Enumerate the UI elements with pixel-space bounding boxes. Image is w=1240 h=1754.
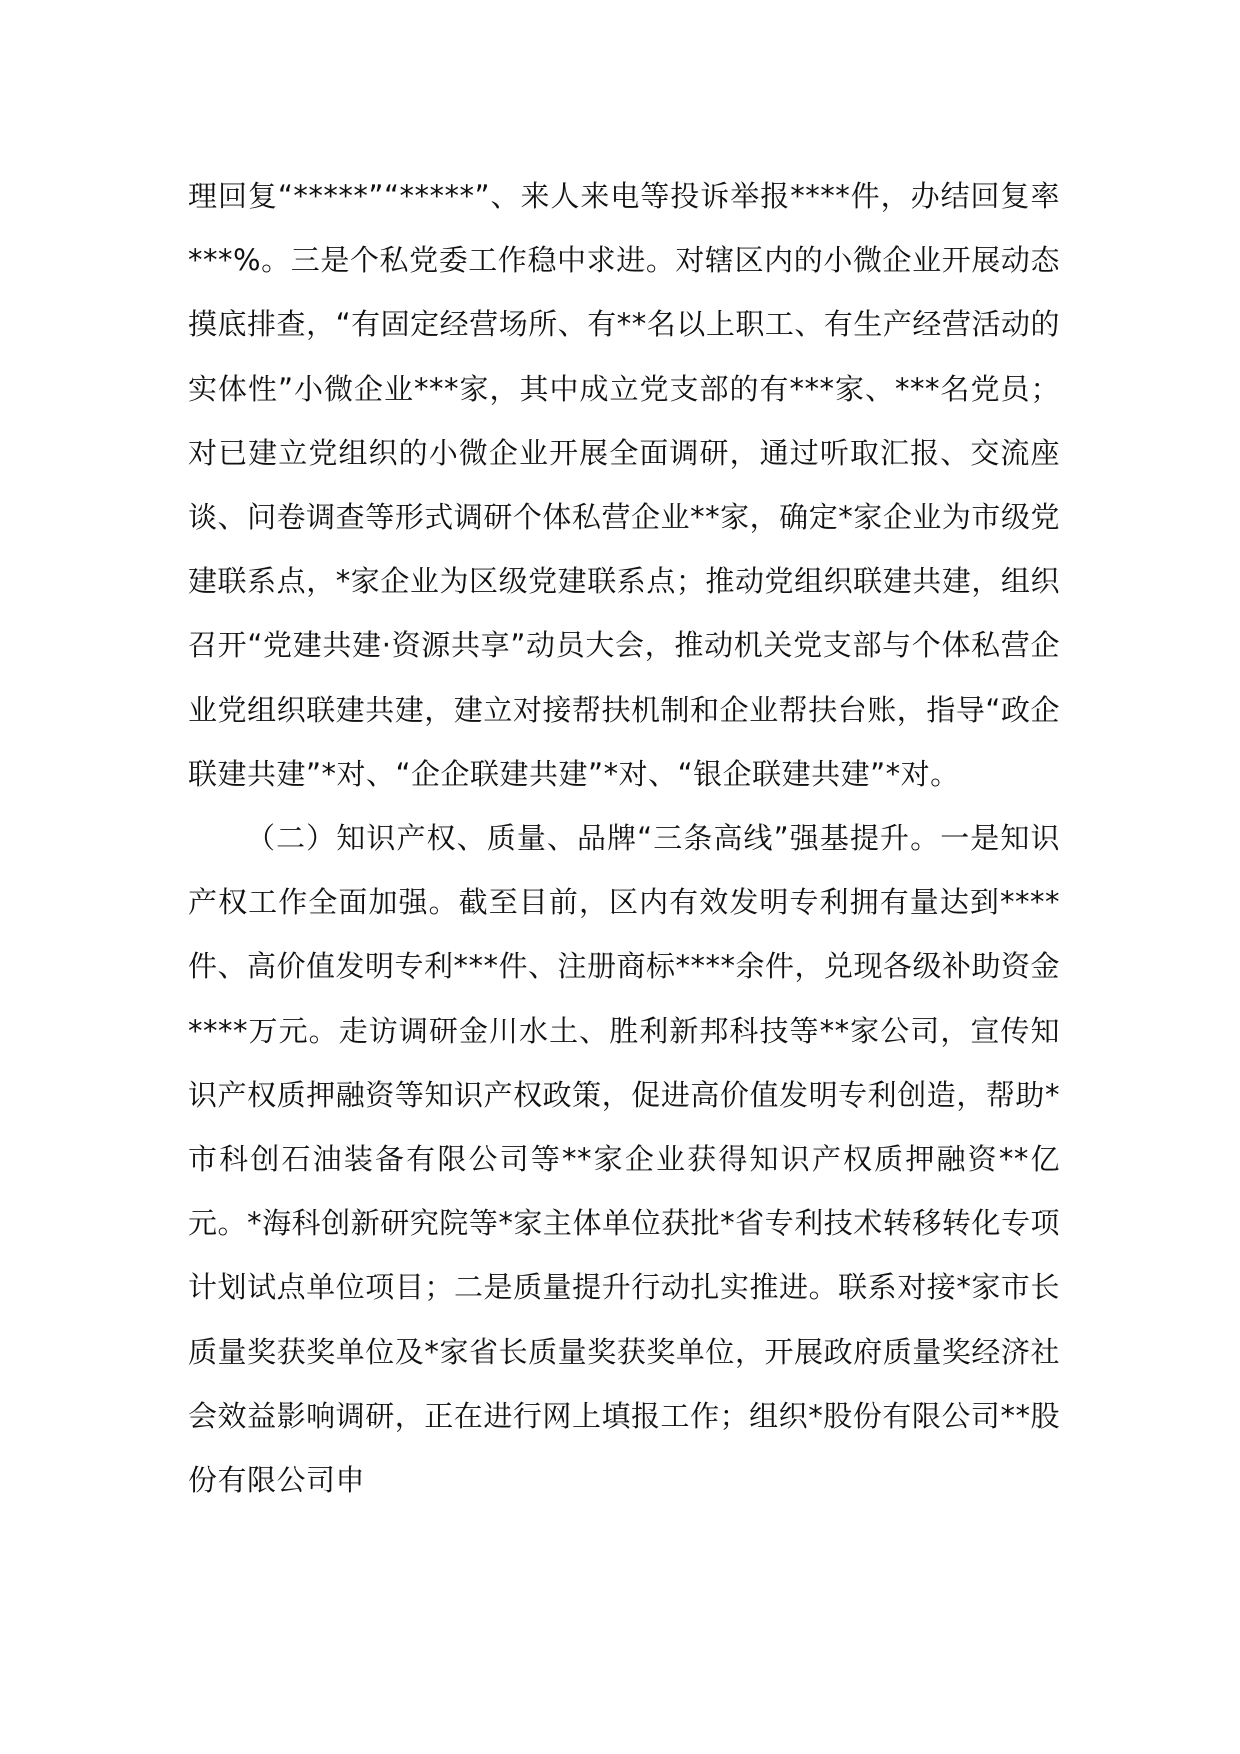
paragraph-section-two: （二）知识产权、质量、品牌“三条高线”强基提升。一是知识产权工作全面加强。截至目前，区内有效发明专利拥有量达到****件、高价值发明专利***件、注册商标****余件，兑现各级补助资金****万元。走访调研金川水土、胜利新邦科技等**家公司，宣传知识产权质押融资等知识产权政策，促进高价值发明专利创造，帮助*市科创石油装备有限公司等**家企业获得知识产权质押融资**亿元。*海科创新研究院等*家主体单位获批*省专利技术转移转化专项计划试点单位项目；二是质量提升行动扎实推进。联系对接*家市长质量奖获奖单位及*家省长质量奖获奖单位，开展政府质量奖经济社会效益影响调研，正在进行网上填报工作；组织*股份有限公司**股份有限公司申 xyxy=(188,821,1061,1498)
paragraph-continuation: 理回复“*****”“*****”、来人来电等投诉举报****件，办结回复率***%。三是个私党委工作稳中求进。对辖区内的小微企业开展动态摸底排查，“有固定经营场所、有**名以上职工、有生产经营活动的实体性”小微企业***家，其中成立党支部的有***家、***名党员；对已建立党组织的小微企业开展全面调研，通过听取汇报、交流座谈、问卷调查等形式调研个体私营企业**家，确定*家企业为市级党建联系点，*家企业为区级党建联系点；推动党组织联建共建，组织召开“党建共建·资源共享”动员大会，推动机关党支部与个体私营企业党组织联建共建，建立对接帮扶机制和企业帮扶台账，指导“政企联建共建”*对、“企企联建共建”*对、“银企联建共建”*对。 xyxy=(188,179,1060,791)
body-text xyxy=(188,164,1060,1512)
